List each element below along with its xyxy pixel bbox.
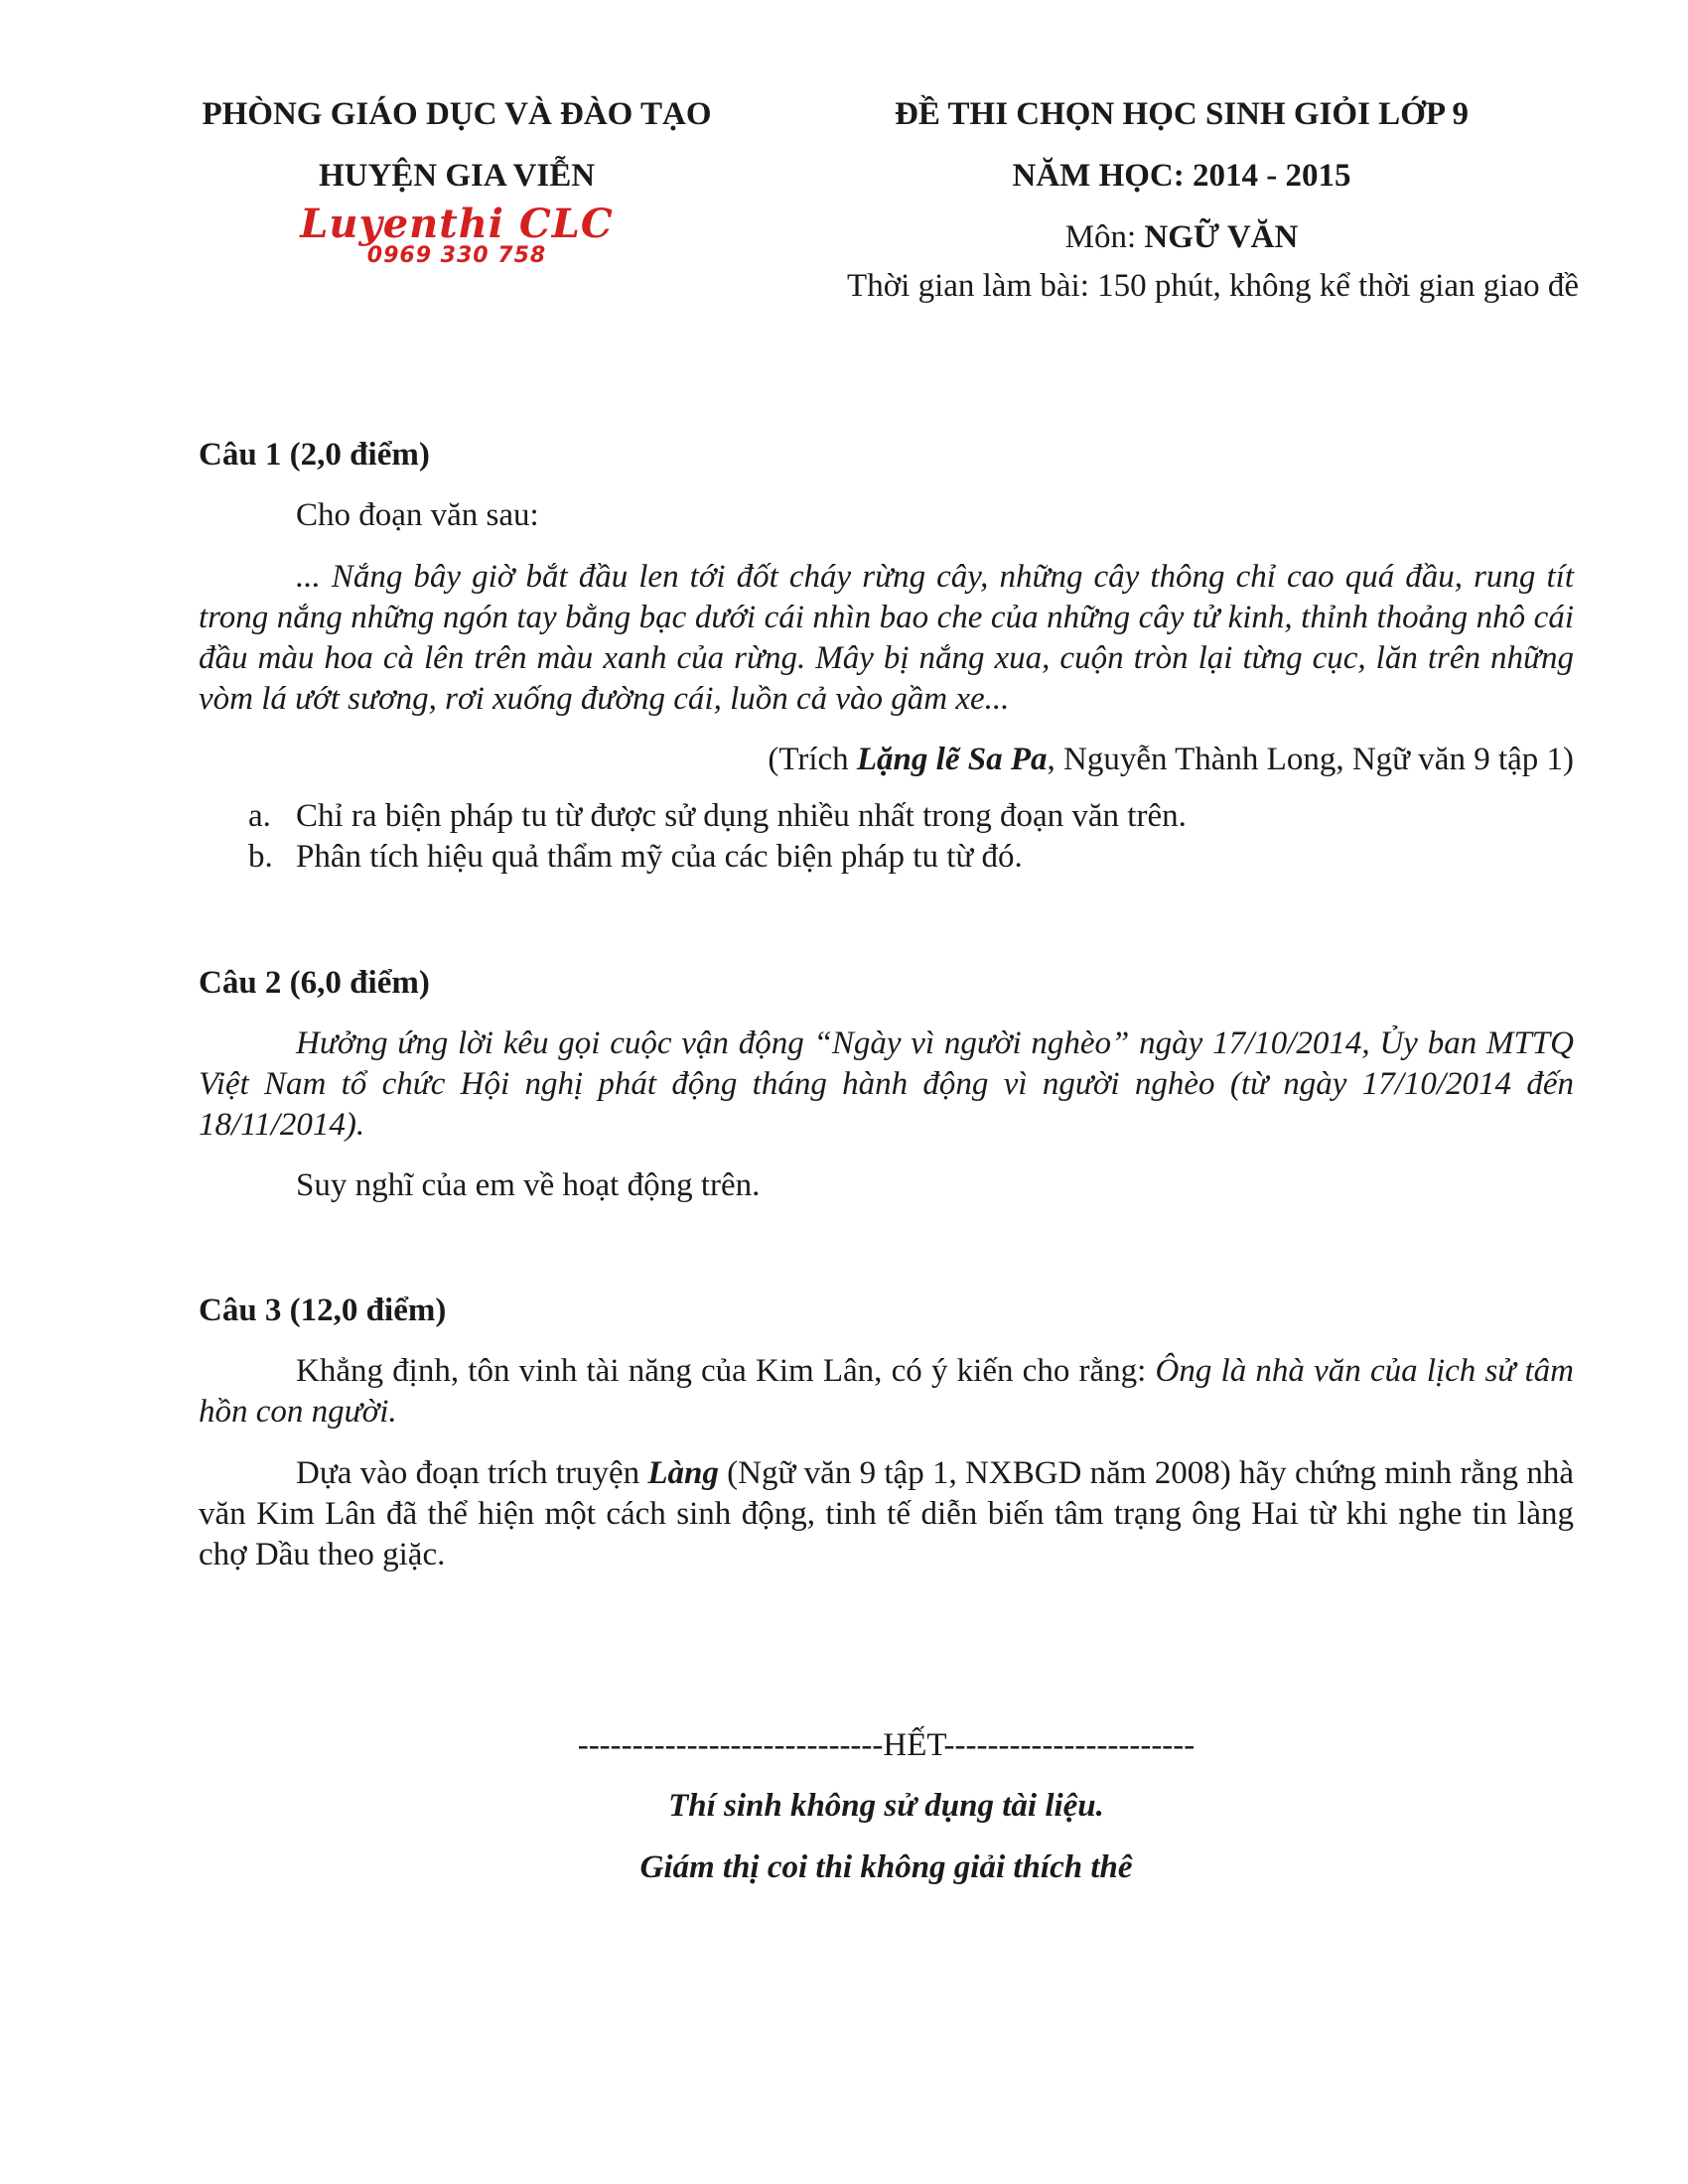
question-2-title: Câu 2 (6,0 điểm) bbox=[199, 965, 430, 1001]
question-3-para-1 bbox=[199, 1351, 1574, 1433]
header-left bbox=[139, 83, 774, 206]
footer bbox=[199, 1715, 1574, 1898]
district-name: HUYỆN GIA VIỄN bbox=[318, 158, 596, 194]
time-note: Thời gian làm bài: 150 phút, không kể thời gian giao đề bbox=[847, 268, 1579, 304]
option-a-key: a. bbox=[248, 798, 271, 834]
question-3 bbox=[199, 1291, 1574, 1575]
question-2 bbox=[199, 963, 1574, 1206]
watermark-logo bbox=[298, 201, 616, 268]
subject-line bbox=[784, 206, 1579, 268]
footer-note-1: Thí sinh không sử dụng tài liệu. bbox=[668, 1788, 1104, 1824]
question-3-para-2 bbox=[199, 1453, 1574, 1575]
subject-value: NGỮ VĂN bbox=[1144, 219, 1299, 255]
question-3-title: Câu 3 (12,0 điểm) bbox=[199, 1293, 447, 1328]
footer-note-2: Giám thị coi thi không giải thích thê bbox=[639, 1849, 1133, 1885]
school-year: NĂM HỌC: 2014 - 2015 bbox=[1012, 158, 1351, 194]
para-2-suffix: (Ngữ văn 9 tập 1, NXBGD năm 2008) hãy chứng minh rằng nhà văn Kim Lân đã thể hiện một cách sinh động, tinh tế diễn biến tâm trạng ông Hai từ khi nghe tin làng chợ Dầu theo giặc. bbox=[199, 1455, 1574, 1572]
question-1 bbox=[199, 435, 1574, 878]
question-1-source bbox=[199, 740, 1574, 780]
para-2-title: Làng bbox=[647, 1455, 719, 1491]
para-1-normal: Khẳng định, tôn vinh tài năng của Kim Lân, có ý kiến cho rằng: bbox=[296, 1353, 1156, 1389]
question-1-intro: Cho đoạn văn sau: bbox=[296, 497, 539, 533]
question-1-option-a bbox=[199, 796, 1574, 837]
logo-phone: 0969 330 758 bbox=[366, 243, 547, 268]
exam-title: ĐỀ THI CHỌN HỌC SINH GIỎI LỚP 9 bbox=[895, 96, 1469, 132]
source-prefix: (Trích bbox=[768, 742, 857, 777]
question-1-passage: ... Nắng bây giờ bắt đầu len tới đốt cháy rừng cây, những cây thông chỉ cao quá đầu, rung tít trong nắng những ngón tay bằng bạc dưới cái nhìn bao che của những cây tử kinh, thỉnh thoảng nhô cái đầu màu hoa cà lên trên màu xanh của rừng. Mây bị nắng xua, cuộn tròn lại từng cục, lăn trên những vòm lá ướt sương, rơi xuống đường cái, luồn cả vào gầm xe... bbox=[199, 559, 1574, 717]
question-2-task: Suy nghĩ của em về hoạt động trên. bbox=[296, 1167, 761, 1203]
para-1-italic: Ông là nhà văn của lịch sử tâm hồn con người. bbox=[199, 1353, 1574, 1430]
end-marker: ----------------------------HẾT----------------------- bbox=[577, 1727, 1196, 1763]
header-right bbox=[784, 83, 1579, 268]
subject-label: Môn: bbox=[1064, 219, 1145, 255]
option-a-text: Chỉ ra biện pháp tu từ được sử dụng nhiều nhất trong đoạn văn trên. bbox=[296, 798, 1187, 834]
option-b-text: Phân tích hiệu quả thẩm mỹ của các biện pháp tu từ đó. bbox=[296, 839, 1023, 875]
para-2-prefix: Dựa vào đoạn trích truyện bbox=[296, 1455, 648, 1491]
question-1-title: Câu 1 (2,0 điểm) bbox=[199, 437, 430, 473]
department-name: PHÒNG GIÁO DỤC VÀ ĐÀO TẠO bbox=[202, 96, 712, 132]
source-title: Lặng lẽ Sa Pa bbox=[856, 742, 1048, 777]
option-b-key: b. bbox=[248, 839, 273, 875]
question-1-option-b bbox=[199, 837, 1574, 878]
question-2-passage: Hưởng ứng lời kêu gọi cuộc vận động “Ngày vì người nghèo” ngày 17/10/2014, Ủy ban MTTQ Việt Nam tổ chức Hội nghị phát động tháng hành động vì người nghèo (từ ngày 17/10/2014 đến 18/11/2014). bbox=[199, 1025, 1574, 1143]
source-suffix: , Nguyễn Thành Long, Ngữ văn 9 tập 1) bbox=[1047, 742, 1574, 777]
logo-text: Luyenthi CLC bbox=[300, 201, 614, 247]
